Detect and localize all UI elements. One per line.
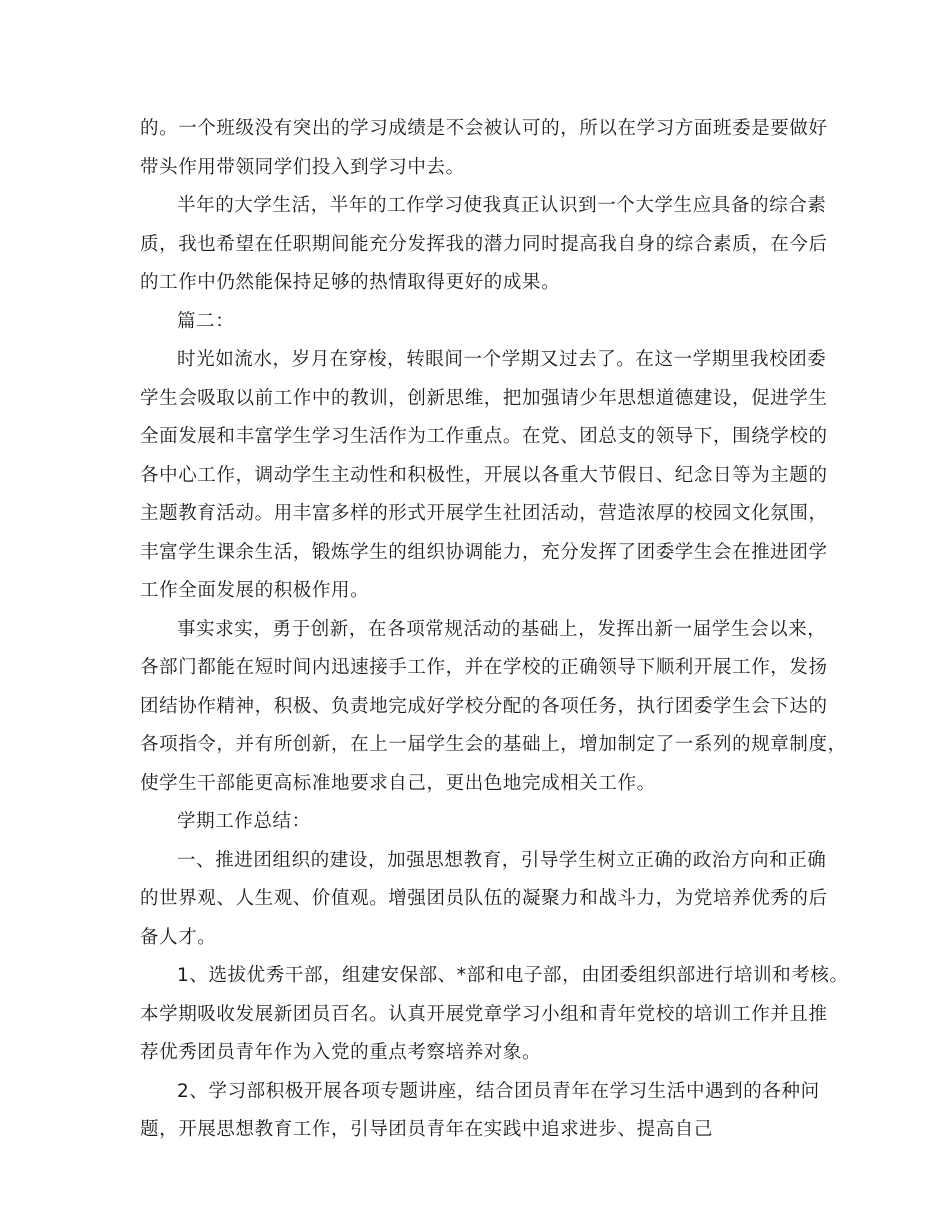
text-line: 1、选拔优秀干部，组建安保部、*部和电子部，由团委组织部进行培训和考核。 [177,965,849,986]
text-line: 的世界观、人生观、价值观。增强团员队伍的凝聚力和战斗力，为党培养优秀的后 [140,888,828,909]
text-line: 事实求实，勇于创新，在各项常规活动的基础上，发挥出新一届学生会以来， [177,618,827,640]
text-line: 题，开展思想教育工作，引导团员青年在实践中追求进步、提高自己 [140,1119,714,1140]
text-line: 篇二： [177,310,235,332]
text-line: 工作全面发展的积极作用。 [140,580,370,601]
text-line: 主题教育活动。用丰富多样的形式开展学生社团活动，营造浓厚的校园文化氛围， [140,503,828,524]
text-line: 使学生干部能更高标准地要求自己，更出色地完成相关工作。 [140,772,656,794]
text-line: 本学期吸收发展新团员百名。认真开展党章学习小组和青年党校的培训工作并且推 [140,1003,828,1025]
text-line: 各中心工作，调动学生主动性和积极性，开展以各重大节假日、纪念日等为主题的 [140,464,828,486]
text-line: 时光如流水，岁月在穿梭，转眼间一个学期又过去了。在这一学期里我校团委 [177,349,827,370]
text-line: 质，我也希望在任职期间能充分发挥我的潜力同时提高我自身的综合素质，在今后 [140,233,828,255]
text-line: 半年的大学生活，半年的工作学习使我真正认识到一个大学生应具备的综合素 [177,195,827,216]
text-line: 备人才。 [140,926,217,948]
text-line: 各部门都能在短时间内迅速接手工作，并在学校的正确领导下顺利开展工作，发扬 [140,657,828,678]
text-line: 的工作中仍然能保持足够的热情取得更好的成果。 [140,272,561,293]
text-line: 荐优秀团员青年作为入党的重点考察培养对象。 [140,1042,542,1063]
text-line: 丰富学生课余生活，锻炼学生的组织协调能力，充分发挥了团委学生会在推进团学 [140,541,828,563]
text-line: 带头作用带领同学们投入到学习中去。 [140,156,465,178]
text-line: 2、学习部积极开展各项专题讲座，结合团员青年在学习生活中遇到的各种问 [177,1080,820,1102]
text-line: 全面发展和丰富学生学习生活作为工作重点。在党、团总支的领导下，围绕学校的 [140,426,828,447]
text-line: 学生会吸取以前工作中的教训，创新思维，把加强请少年思想道德建设，促进学生 [140,387,828,409]
text-line: 的。一个班级没有突出的学习成绩是不会被认可的，所以在学习方面班委是要做好 [140,118,828,139]
text-line: 团结协作精神，积极、负责地完成好学校分配的各项任务，执行团委学生会下达的 [140,695,828,717]
text-line: 学期工作总结： [177,811,311,832]
document-body [140,110,849,1150]
text-line: 一、推进团组织的建设，加强思想教育，引导学生树立正确的政治方向和正确 [177,849,827,871]
text-line: 各项指令，并有所创新，在上一届学生会的基础上，增加制定了一系列的规章制度， [140,734,847,755]
